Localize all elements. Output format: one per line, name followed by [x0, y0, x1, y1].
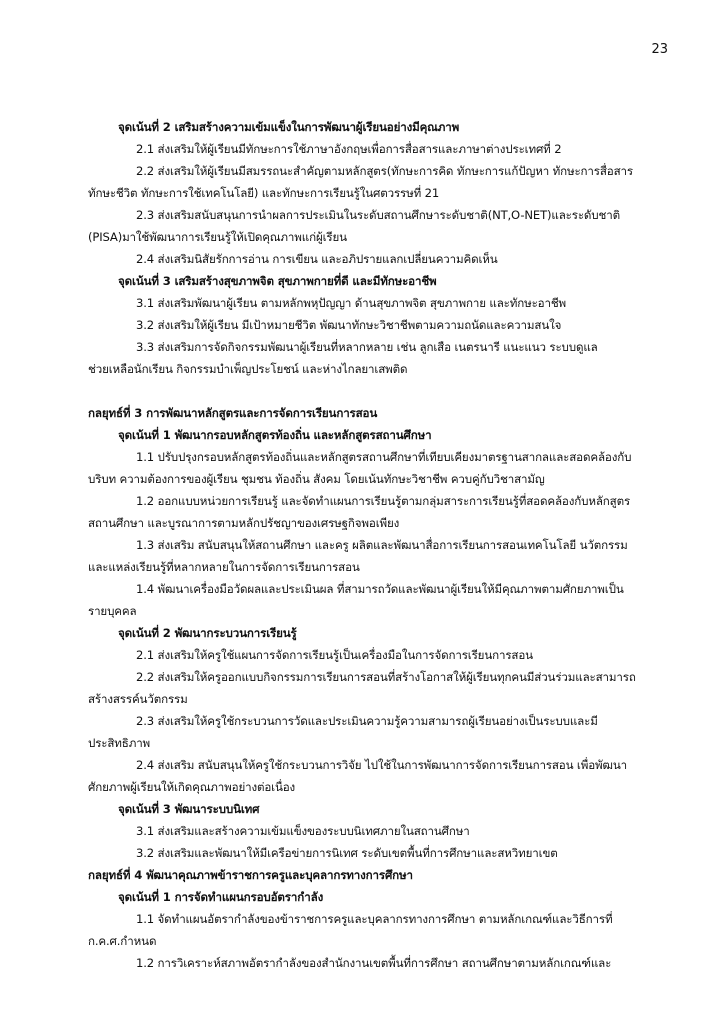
paragraph-line: 3.1 ส่งเสริมและสร้างความเข้มแข็งของระบบนิเทศภายในสถานศึกษา: [136, 824, 470, 838]
paragraph-line: ก.ค.ศ.กำหนด: [88, 934, 157, 948]
focus-heading: จุดเน้นที่ 3 พัฒนาระบบนิเทศ: [118, 802, 260, 816]
paragraph-line: บริบท ความต้องการของผู้เรียน ชุมชน ท้องถิ่น สังคม โดยเน้นทักษะวิชาชีพ ควบคู่กับวิชาสามัญ: [88, 472, 545, 486]
paragraph-line: 1.1 จัดทำแผนอัตรากำลังของข้าราชการครูและบุคลากรทางการศึกษา ตามหลักเกณฑ์และวิธีการที่: [136, 912, 613, 926]
paragraph-line: 1.2 ออกแบบหน่วยการเรียนรู้ และจัดทำแผนการเรียนรู้ตามกลุ่มสาระการเรียนรู้ที่สอดคล้องกับหลักสูตร: [136, 494, 631, 508]
paragraph-line: (PISA)มาใช้พัฒนาการเรียนรู้ให้เปิดคุณภาพแก่ผู้เรียน: [88, 230, 347, 244]
paragraph-line: รายบุคคล: [88, 604, 137, 618]
focus-heading: จุดเน้นที่ 1 การจัดทำแผนกรอบอัตรากำลัง: [118, 890, 324, 904]
focus-heading: จุดเน้นที่ 3 เสริมสร้างสุขภาพจิต สุขภาพกายที่ดี และมีทักษะอาชีพ: [118, 274, 437, 288]
page-number: 23: [651, 42, 668, 57]
paragraph-line: 2.2 ส่งเสริมให้ผู้เรียนมีสมรรถนะสำคัญตามหลักสูตร(ทักษะการคิด ทักษะการแก้ปัญหา ทักษะการสื่อสาร: [136, 164, 633, 178]
paragraph-line: 3.2 ส่งเสริมและพัฒนาให้มีเครือข่ายการนิเทศ ระดับเขตพื้นที่การศึกษาและสหวิทยาเขต: [136, 846, 558, 860]
paragraph-line: 2.2 ส่งเสริมให้ครูออกแบบกิจกรรมการเรียนการสอนที่สร้างโอกาสให้ผู้เรียนทุกคนมีส่วนร่วมและสามารถ: [136, 670, 636, 684]
focus-heading: จุดเน้นที่ 1 พัฒนากรอบหลักสูตรท้องถิ่น และหลักสูตรสถานศึกษา: [118, 428, 432, 442]
focus-heading: จุดเน้นที่ 2 เสริมสร้างความเข้มแข็งในการพัฒนาผู้เรียนอย่างมีคุณภาพ: [118, 120, 460, 134]
paragraph-line: สถานศึกษา และบูรณาการตามหลักปรัชญาของเศรษฐกิจพอเพียง: [88, 516, 400, 530]
focus-heading: จุดเน้นที่ 2 พัฒนากระบวนการเรียนรู้: [118, 626, 297, 640]
paragraph-line: 1.3 ส่งเสริม สนับสนุนให้สถานศึกษา และครู ผลิตและพัฒนาสื่อการเรียนการสอนเทคโนโลยี นวัตกรรม: [136, 538, 628, 552]
strategy-heading: กลยุทธ์ที่ 4 พัฒนาคุณภาพข้าราชการครูและบุคลากรทางการศึกษา: [88, 868, 413, 882]
paragraph-line: 2.1 ส่งเสริมให้ผู้เรียนมีทักษะการใช้ภาษาอังกฤษเพื่อการสื่อสารและภาษาต่างประเทศที่ 2: [136, 142, 562, 156]
paragraph-line: 2.3 ส่งเสริมสนับสนุนการนำผลการประเมินในระดับสถานศึกษาระดับชาติ(NT,O-NET)และระดับชาติ: [136, 208, 620, 222]
paragraph-line: 3.3 ส่งเสริมการจัดกิจกรรมพัฒนาผู้เรียนที่หลากหลาย เช่น ลูกเสือ เนตรนารี แนะแนว ระบบดูแล: [136, 340, 598, 354]
paragraph-line: 2.4 ส่งเสริม สนับสนุนให้ครูใช้กระบวนการวิจัย ไปใช้ในการพัฒนาการจัดการเรียนการสอน เพื่อพัฒนา: [136, 758, 628, 772]
paragraph-line: ช่วยเหลือนักเรียน กิจกรรมบำเพ็ญประโยชน์ และห่างไกลยาเสพติด: [88, 362, 408, 376]
paragraph-line: 3.2 ส่งเสริมให้ผู้เรียน มีเป้าหมายชีวิต พัฒนาทักษะวิชาชีพตามความถนัดและความสนใจ: [136, 318, 562, 332]
paragraph-line: 2.3 ส่งเสริมให้ครูใช้กระบวนการวัดและประเมินความรู้ความสามารถผู้เรียนอย่างเป็นระบบและมี: [136, 714, 598, 728]
strategy-heading: กลยุทธ์ที่ 3 การพัฒนาหลักสูตรและการจัดการเรียนการสอน: [88, 406, 378, 420]
paragraph-line: สร้างสรรค์นวัตกรรม: [88, 692, 188, 706]
paragraph-line: 3.1 ส่งเสริมพัฒนาผู้เรียน ตามหลักพหุปัญญา ด้านสุขภาพจิต สุขภาพกาย และทักษะอาชีพ: [136, 296, 567, 310]
paragraph-line: ศักยภาพผู้เรียนให้เกิดคุณภาพอย่างต่อเนื่อง: [88, 780, 296, 794]
paragraph-line: 1.1 ปรับปรุงกรอบหลักสูตรท้องถิ่นและหลักสูตรสถานศึกษาที่เทียบเคียงมาตรฐานสากลและสอดคล้องกับ: [136, 450, 632, 464]
paragraph-line: 2.4 ส่งเสริมนิสัยรักการอ่าน การเขียน และอภิปรายแลกเปลี่ยนความคิดเห็น: [136, 252, 498, 266]
paragraph-line: 2.1 ส่งเสริมให้ครูใช้แผนการจัดการเรียนรู้เป็นเครื่องมือในการจัดการเรียนการสอน: [136, 648, 533, 662]
paragraph-line: ทักษะชีวิต ทักษะการใช้เทคโนโลยี) และทักษะการเรียนรู้ในศตวรรษที่ 21: [88, 186, 440, 200]
paragraph-line: ประสิทธิภาพ: [88, 736, 151, 750]
paragraph-line: 1.2 การวิเคราะห์สภาพอัตรากำลังของสำนักงานเขตพื้นที่การศึกษา สถานศึกษาตามหลักเกณฑ์และ: [136, 956, 612, 970]
paragraph-line: และแหล่งเรียนรู้ที่หลากหลายในการจัดการเรียนการสอน: [88, 560, 360, 574]
paragraph-line: 1.4 พัฒนาเครื่องมือวัดผลและประเมินผล ที่สามารถวัดและพัฒนาผู้เรียนให้มีคุณภาพตามศักยภาพเป็น: [136, 582, 624, 596]
